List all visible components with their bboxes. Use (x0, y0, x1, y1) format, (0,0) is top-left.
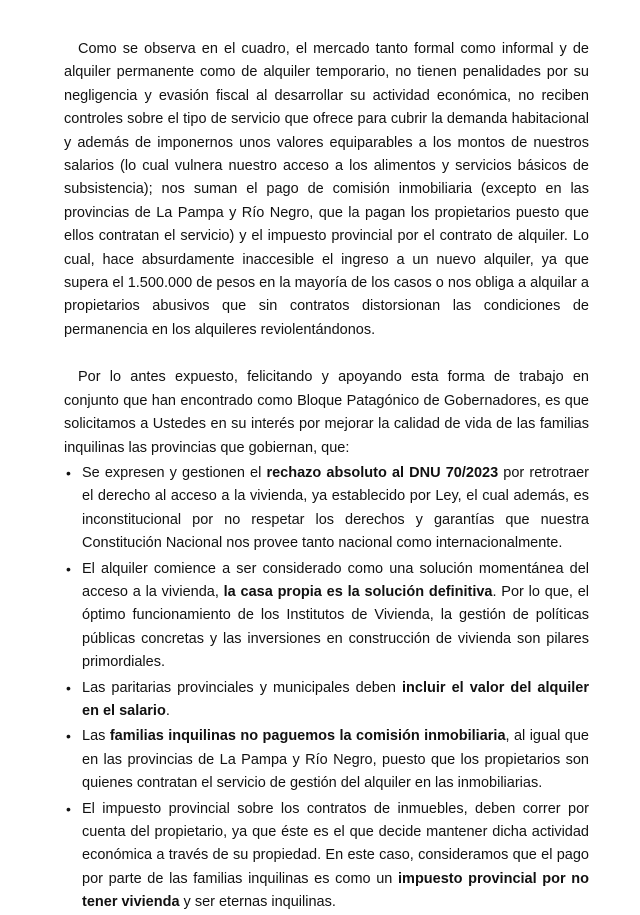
bullet-icon: • (66, 728, 71, 745)
item-text: por retrotraer el derecho al acceso a la vivienda, ya establecido por Ley, el cual además, es inconstitucional por no respetar los derechos y garantías que nuestra Constitución Nacional nos provee tanto nacional como internacionalmente. (82, 464, 589, 552)
bullet-icon: • (66, 464, 71, 481)
list-item (64, 677, 589, 724)
item-bold-text: rechazo absoluto al DNU 70/2023 (266, 464, 499, 481)
item-bold-text: la casa propia es la solución definitiva (223, 583, 493, 600)
item-text: . (165, 702, 170, 719)
list-item (64, 798, 589, 915)
body-paragraph: Por lo antes expuesto, felicitando y apoyando esta forma de trabajo en conjunto que han encontrado como Bloque Patagónico de Gobernadores, es que solicitamos a Ustedes en su interés por mejorar la calidad de vida de las familias inquilinas las provincias que gobiernan, que: (64, 369, 589, 456)
item-bold-text: familias inquilinas no paguemos la comisión inmobiliaria (109, 728, 506, 745)
item-text: El impuesto provincial sobre los contratos de inmuebles, deben correr por cuenta del propietario, ya que éste es el que decide mantener dicha actividad económica a través de su propiedad. En este caso, consideramos que el pago por parte de las familias inquilinas es como un (82, 800, 589, 887)
item-text: Se expresen y gestionen el (82, 464, 267, 481)
body-paragraph: Como se observa en el cuadro, el mercado tanto formal como informal y de alquiler permanente como de alquiler temporario, no tienen penalidades por su negligencia y evasión fiscal al desarrollar su actividad económica, no reciben controles sobre el tipo de servicio que ofrece para cubrir la demanda habitacional y además de imponernos unos valores equiparables a los montos de nuestros salarios (lo cual vulnera nuestro acceso a los alimentos y servicios básicos de subsistencia); nos suman el pago de comisión inmobiliaria (excepto en las provincias de La Pampa y Río Negro, que la pagan los propietarios puesto que ellos contratan el servicio) y el impuesto provincial por el contrato de alquiler. Lo cual, hace absurdamente inaccesible el ingreso a un nuevo alquiler, ya que supera el 1.500.000 de pesos en la mayoría de los casos o nos obliga a alquilar a propietarios abusivos que sin contratos distorsionan las condiciones de permanencia en los alquileres reviolentándonos. (64, 41, 589, 338)
list-item (64, 725, 589, 795)
demands-list (64, 462, 589, 915)
bullet-icon: • (66, 800, 71, 817)
list-item (64, 462, 589, 556)
bullet-icon: • (66, 679, 71, 696)
item-text: , al igual que en las provincias de La Pampa y Río Negro, puesto que los propietarios son quienes contratan el servicio de gestión del alquiler en las inmobiliarias. (82, 728, 589, 792)
list-item (64, 558, 589, 675)
item-text: . Por lo que, el óptimo funcionamiento de los Institutos de Vivienda, la gestión de políticas públicas concretas y las inversiones en construcción de vivienda son pilares primordiales. (82, 583, 589, 671)
item-text: y ser eternas inquilinas. (179, 894, 336, 911)
item-text: Las (82, 728, 110, 745)
item-text: El alquiler comience a ser considerado como una solución momentánea del acceso a la vivienda, (82, 560, 589, 600)
item-text: Las paritarias provinciales y municipales deben (82, 679, 403, 696)
item-bold-text: incluir el valor del alquiler en el salario (82, 679, 589, 719)
item-bold-text: impuesto provincial por no tener vivienda (82, 870, 589, 911)
bullet-icon: • (66, 560, 71, 577)
